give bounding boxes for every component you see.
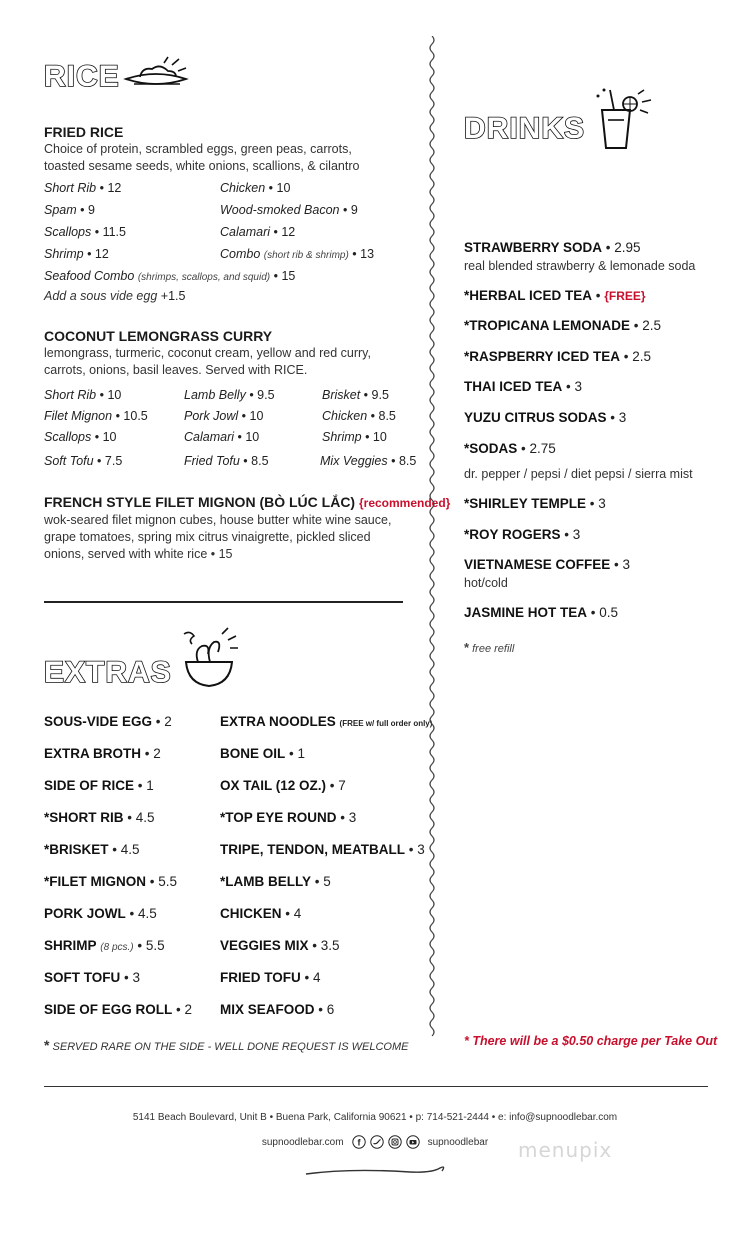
extras-item: BONE OIL • 1 xyxy=(220,746,306,761)
fried-rice-item: Scallops • 11.5 xyxy=(44,225,126,239)
extras-item: CHICKEN • 4 xyxy=(220,906,302,921)
fried-rice-item: Chicken • 10 xyxy=(220,181,291,195)
watermark: menupix xyxy=(518,1138,613,1162)
drink-item: THAI ICED TEA • 3 xyxy=(464,379,583,394)
extras-item: SIDE OF EGG ROLL • 2 xyxy=(44,1002,193,1017)
footer-website[interactable]: supnoodlebar.com xyxy=(261,1136,344,1148)
curry-item: Mix Veggies • 8.5 xyxy=(320,454,417,468)
drink-item: JASMINE HOT TEA • 0.5 xyxy=(464,605,619,620)
curry-title: COCONUT LEMONGRASS CURRY xyxy=(44,328,273,344)
drink-item: STRAWBERRY SODA • 2.95 xyxy=(464,240,641,255)
curry-item: Brisket • 9.5 xyxy=(322,388,389,402)
curry-item: Calamari • 10 xyxy=(184,430,260,444)
drink-cup-icon xyxy=(588,86,656,154)
extras-item: OX TAIL (12 OZ.) • 7 xyxy=(220,778,346,793)
extras-item: PORK JOWL • 4.5 xyxy=(44,906,157,921)
curry-item: Fried Tofu • 8.5 xyxy=(184,454,269,468)
curry-item: Lamb Belly • 9.5 xyxy=(184,388,275,402)
drink-item: *TROPICANA LEMONADE • 2.5 xyxy=(464,318,662,333)
instagram-icon[interactable] xyxy=(388,1135,402,1149)
curry-item: Scallops • 10 xyxy=(44,430,117,444)
svg-text:f: f xyxy=(357,1137,361,1148)
drink-item: VIETNAMESE COFFEE • 3 xyxy=(464,557,631,572)
youtube-icon[interactable] xyxy=(406,1135,420,1149)
fried-rice-item: Seafood Combo (shrimps, scallops, and squid) • 15 xyxy=(44,269,296,283)
sous-vide-egg-addon: Add a sous vide egg +1.5 xyxy=(44,289,186,303)
extras-item: SIDE OF RICE • 1 xyxy=(44,778,154,793)
rice-heading: RICE xyxy=(44,60,120,93)
section-divider xyxy=(44,601,403,603)
drink-item: *SHIRLEY TEMPLE • 3 xyxy=(464,496,606,511)
drink-item: *RASPBERRY ICED TEA • 2.5 xyxy=(464,349,652,364)
footer-handle[interactable]: supnoodlebar xyxy=(427,1136,489,1148)
extras-item: *FILET MIGNON • 5.5 xyxy=(44,874,178,889)
drink-item: *SODAS • 2.75 xyxy=(464,441,556,456)
fried-rice-item: Wood-smoked Bacon • 9 xyxy=(220,203,358,217)
extras-item: EXTRA NOODLES (FREE w/ full order only) xyxy=(220,714,433,729)
curry-item: Short Rib • 10 xyxy=(44,388,122,402)
facebook-icon[interactable] xyxy=(352,1135,366,1149)
extras-item: *LAMB BELLY • 5 xyxy=(220,874,331,889)
decorative-swash xyxy=(300,1160,450,1184)
fried-rice-item: Short Rib • 12 xyxy=(44,181,122,195)
footer-social-row xyxy=(0,1135,750,1149)
drink-item: *ROY ROGERS • 3 xyxy=(464,527,581,542)
drink-subtext: dr. pepper / pepsi / diet pepsi / sierra mist xyxy=(464,467,693,481)
rice-bowl-icon xyxy=(120,55,192,95)
served-rare-footnote: * SERVED RARE ON THE SIDE - WELL DONE REQUEST IS WELCOME xyxy=(44,1037,409,1053)
free-refill-note: * free refill xyxy=(464,640,515,655)
extras-item: FRIED TOFU • 4 xyxy=(220,970,321,985)
column-divider xyxy=(424,36,440,1040)
footer-divider xyxy=(44,1086,708,1087)
fried-rice-item: Spam • 9 xyxy=(44,203,95,217)
footer-address: 5141 Beach Boulevard, Unit B • Buena Park, California 90621 • p: 714-521-2444 • e: info@supnoodlebar.com xyxy=(132,1112,618,1123)
fried-rice-title: FRIED RICE xyxy=(44,124,124,140)
curry-item: Chicken • 8.5 xyxy=(322,409,396,423)
curry-item: Soft Tofu • 7.5 xyxy=(44,454,123,468)
noodle-bowl-icon xyxy=(176,626,242,692)
extras-item: EXTRA BROTH • 2 xyxy=(44,746,161,761)
curry-description: lemongrass, turmeric, coconut cream, yellow and red curry, carrots, onions, basil leaves. Served with RICE. xyxy=(44,346,371,377)
recommended-tag: {recommended} xyxy=(358,496,451,510)
filet-mignon-title: FRENCH STYLE FILET MIGNON (BÒ LÚC LẮC) {recommended} xyxy=(44,494,451,510)
curry-item: Shrimp • 10 xyxy=(322,430,387,444)
twitter-icon[interactable] xyxy=(370,1135,384,1149)
extras-item: MIX SEAFOOD • 6 xyxy=(220,1002,335,1017)
extras-item: *TOP EYE ROUND • 3 xyxy=(220,810,357,825)
extras-item: SOUS-VIDE EGG • 2 xyxy=(44,714,172,729)
extras-item: SOFT TOFU • 3 xyxy=(44,970,140,985)
takeout-charge-note: * There will be a $0.50 charge per Take Out xyxy=(464,1034,718,1048)
drink-subtext: hot/cold xyxy=(464,576,508,590)
extras-item: *SHORT RIB • 4.5 xyxy=(44,810,155,825)
extras-item: *BRISKET • 4.5 xyxy=(44,842,140,857)
filet-mignon-description: wok-seared filet mignon cubes, house butter white wine sauce, grape tomatoes, spring mix citrus vinaigrette, pickled sliced onions, served with white rice • 15 xyxy=(44,513,392,561)
curry-item: Filet Mignon • 10.5 xyxy=(44,409,148,423)
extras-item: TRIPE, TENDON, MEATBALL • 3 xyxy=(220,842,425,857)
drink-subtext: real blended strawberry & lemonade soda xyxy=(464,259,696,273)
fried-rice-item: Calamari • 12 xyxy=(220,225,296,239)
drink-item: YUZU CITRUS SODAS • 3 xyxy=(464,410,627,425)
fried-rice-item: Combo (short rib & shrimp) • 13 xyxy=(220,247,375,261)
curry-item: Pork Jowl • 10 xyxy=(184,409,264,423)
extras-item: VEGGIES MIX • 3.5 xyxy=(220,938,340,953)
extras-heading: EXTRAS xyxy=(44,656,172,689)
extras-item: SHRIMP (8 pcs.) • 5.5 xyxy=(44,938,165,953)
drinks-heading: DRINKS xyxy=(464,112,586,145)
fried-rice-description: Choice of protein, scrambled eggs, green peas, carrots, toasted sesame seeds, white onions, scallions, & cilantro xyxy=(44,142,360,173)
fried-rice-item: Shrimp • 12 xyxy=(44,247,109,261)
drink-item: *HERBAL ICED TEA • {FREE} xyxy=(464,288,646,303)
